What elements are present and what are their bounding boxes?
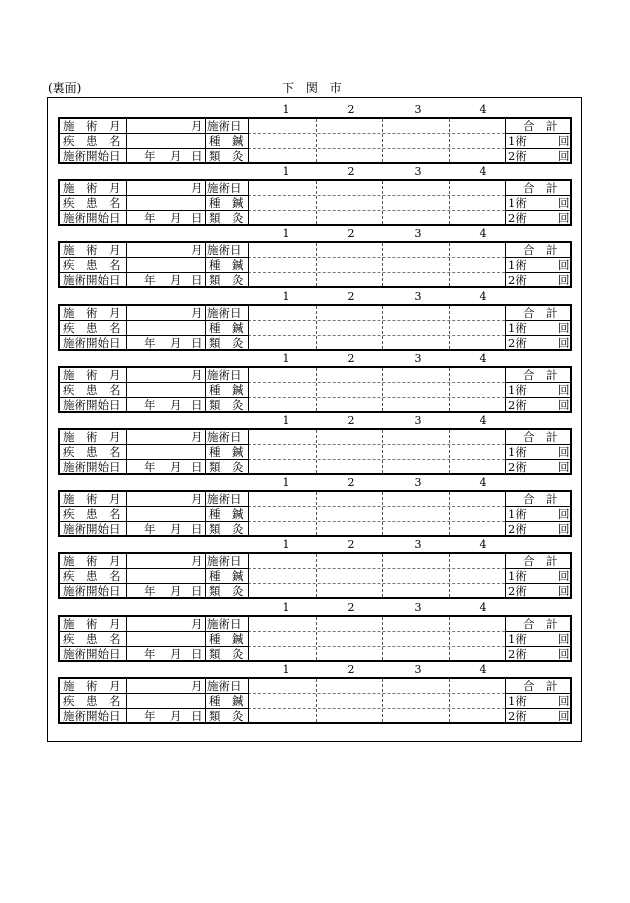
times-unit: 回 bbox=[558, 631, 570, 646]
times-unit: 回 bbox=[558, 273, 570, 288]
times-unit: 回 bbox=[558, 335, 570, 350]
column-number-row bbox=[58, 601, 572, 615]
two-technique-label: 2術 bbox=[508, 335, 527, 350]
one-technique-label: 1術 bbox=[508, 569, 527, 584]
start-year-unit: 年 bbox=[144, 646, 156, 661]
start-month-unit: 月 bbox=[170, 460, 182, 474]
start-month-unit: 月 bbox=[170, 149, 182, 163]
treatment-month-value[interactable] bbox=[130, 243, 190, 257]
column-number: 3 bbox=[414, 600, 422, 614]
start-day-unit: 日 bbox=[191, 273, 203, 288]
column-number-row bbox=[58, 663, 572, 677]
start-year-unit: 年 bbox=[144, 149, 156, 163]
column-number: 4 bbox=[479, 289, 487, 303]
times-unit: 回 bbox=[558, 584, 570, 599]
acupuncture-type-label: 種 鍼 bbox=[209, 258, 244, 273]
disease-name-label: 疾 患 名 bbox=[63, 569, 121, 584]
start-month-unit: 月 bbox=[170, 397, 182, 412]
month-unit: 月 bbox=[191, 181, 203, 196]
start-month-unit: 月 bbox=[170, 335, 182, 350]
column-number: 1 bbox=[282, 662, 290, 676]
start-year-unit: 年 bbox=[144, 397, 156, 412]
start-day-unit: 日 bbox=[191, 646, 203, 661]
times-unit: 回 bbox=[558, 708, 570, 723]
moxibustion-type-label: 類 灸 bbox=[209, 149, 244, 163]
treatment-month-label: 施 術 月 bbox=[63, 616, 121, 631]
start-year-unit: 年 bbox=[144, 460, 156, 474]
times-unit: 回 bbox=[558, 382, 570, 397]
disease-name-label: 疾 患 名 bbox=[63, 507, 121, 522]
column-number: 2 bbox=[347, 165, 355, 179]
total-label: 合 計 bbox=[523, 554, 558, 569]
times-unit: 回 bbox=[558, 445, 570, 459]
times-unit: 回 bbox=[558, 211, 570, 226]
column-number: 2 bbox=[347, 227, 355, 241]
moxibustion-type-label: 類 灸 bbox=[209, 460, 244, 474]
moxibustion-type-label: 類 灸 bbox=[209, 522, 244, 537]
record-form bbox=[58, 615, 572, 662]
total-label: 合 計 bbox=[523, 305, 558, 320]
treatment-month-label: 施 術 月 bbox=[63, 678, 121, 693]
two-technique-label: 2術 bbox=[508, 584, 527, 599]
moxibustion-type-label: 類 灸 bbox=[209, 646, 244, 661]
moxibustion-type-label: 類 灸 bbox=[209, 273, 244, 288]
disease-name-label: 疾 患 名 bbox=[63, 134, 121, 148]
treatment-month-label: 施 術 月 bbox=[63, 492, 121, 507]
record-form bbox=[58, 490, 572, 537]
acupuncture-type-label: 種 鍼 bbox=[209, 693, 244, 708]
treatment-month-label: 施 術 月 bbox=[63, 305, 121, 320]
disease-name-label: 疾 患 名 bbox=[63, 382, 121, 397]
treatment-month-value[interactable] bbox=[130, 617, 190, 631]
column-number: 4 bbox=[479, 414, 487, 427]
column-number: 4 bbox=[479, 351, 487, 365]
column-number: 2 bbox=[347, 476, 355, 490]
moxibustion-type-label: 類 灸 bbox=[209, 708, 244, 723]
times-unit: 回 bbox=[558, 134, 570, 148]
side-label: (裏面) bbox=[48, 81, 82, 95]
column-number: 3 bbox=[414, 662, 422, 676]
times-unit: 回 bbox=[558, 693, 570, 708]
start-day-unit: 日 bbox=[191, 460, 203, 474]
treatment-month-value[interactable] bbox=[130, 554, 190, 568]
total-label: 合 計 bbox=[523, 678, 558, 693]
column-number: 3 bbox=[414, 476, 422, 490]
acupuncture-type-label: 種 鍼 bbox=[209, 196, 244, 211]
acupuncture-type-label: 種 鍼 bbox=[209, 631, 244, 646]
treatment-day-label: 施術日 bbox=[207, 554, 242, 569]
start-year-unit: 年 bbox=[144, 522, 156, 537]
record-form bbox=[58, 677, 572, 724]
one-technique-label: 1術 bbox=[508, 320, 527, 335]
times-unit: 回 bbox=[558, 569, 570, 584]
column-number: 1 bbox=[282, 103, 290, 116]
column-number-row bbox=[58, 538, 572, 552]
city-title: 下 関 市 bbox=[282, 81, 346, 95]
moxibustion-type-label: 類 灸 bbox=[209, 584, 244, 599]
two-technique-label: 2術 bbox=[508, 273, 527, 288]
column-number: 2 bbox=[347, 351, 355, 365]
column-number: 1 bbox=[282, 476, 290, 490]
start-day-unit: 日 bbox=[191, 211, 203, 226]
start-day-unit: 日 bbox=[191, 397, 203, 412]
disease-name-label: 疾 患 名 bbox=[63, 445, 121, 459]
two-technique-label: 2術 bbox=[508, 149, 527, 163]
two-technique-label: 2術 bbox=[508, 397, 527, 412]
column-number: 3 bbox=[414, 351, 422, 365]
record-form bbox=[58, 552, 572, 599]
start-month-unit: 月 bbox=[170, 708, 182, 723]
treatment-month-value[interactable] bbox=[130, 306, 190, 320]
times-unit: 回 bbox=[558, 507, 570, 522]
one-technique-label: 1術 bbox=[508, 382, 527, 397]
column-number: 3 bbox=[414, 227, 422, 241]
disease-name-label: 疾 患 名 bbox=[63, 693, 121, 708]
start-month-unit: 月 bbox=[170, 273, 182, 288]
record-form bbox=[58, 428, 572, 475]
column-number: 4 bbox=[479, 103, 487, 116]
month-unit: 月 bbox=[191, 430, 203, 444]
times-unit: 回 bbox=[558, 522, 570, 537]
times-unit: 回 bbox=[558, 258, 570, 273]
month-unit: 月 bbox=[191, 554, 203, 569]
one-technique-label: 1術 bbox=[508, 693, 527, 708]
moxibustion-type-label: 類 灸 bbox=[209, 211, 244, 226]
month-unit: 月 bbox=[191, 119, 203, 133]
one-technique-label: 1術 bbox=[508, 134, 527, 148]
column-number: 4 bbox=[479, 538, 487, 552]
column-number-row bbox=[58, 476, 572, 490]
start-date-label: 施術開始日 bbox=[63, 211, 121, 226]
moxibustion-type-label: 類 灸 bbox=[209, 335, 244, 350]
times-unit: 回 bbox=[558, 196, 570, 211]
treatment-month-value[interactable] bbox=[130, 368, 190, 382]
record-form bbox=[58, 304, 572, 351]
column-number: 1 bbox=[282, 538, 290, 552]
treatment-month-value[interactable] bbox=[130, 492, 190, 506]
column-number: 2 bbox=[347, 600, 355, 614]
treatment-month-value[interactable] bbox=[130, 119, 190, 133]
acupuncture-type-label: 種 鍼 bbox=[209, 320, 244, 335]
treatment-month-label: 施 術 月 bbox=[63, 430, 121, 444]
disease-name-label: 疾 患 名 bbox=[63, 631, 121, 646]
start-year-unit: 年 bbox=[144, 708, 156, 723]
times-unit: 回 bbox=[558, 149, 570, 163]
treatment-day-label: 施術日 bbox=[207, 616, 242, 631]
disease-name-label: 疾 患 名 bbox=[63, 196, 121, 211]
one-technique-label: 1術 bbox=[508, 196, 527, 211]
acupuncture-type-label: 種 鍼 bbox=[209, 445, 244, 459]
treatment-day-label: 施術日 bbox=[207, 430, 242, 444]
start-month-unit: 月 bbox=[170, 522, 182, 537]
month-unit: 月 bbox=[191, 305, 203, 320]
record-form bbox=[58, 179, 572, 226]
column-number: 3 bbox=[414, 289, 422, 303]
month-unit: 月 bbox=[191, 678, 203, 693]
acupuncture-type-label: 種 鍼 bbox=[209, 507, 244, 522]
month-unit: 月 bbox=[191, 492, 203, 507]
acupuncture-type-label: 種 鍼 bbox=[209, 134, 244, 148]
column-number: 1 bbox=[282, 227, 290, 241]
acupuncture-type-label: 種 鍼 bbox=[209, 382, 244, 397]
column-number: 1 bbox=[282, 165, 290, 179]
treatment-day-label: 施術日 bbox=[207, 678, 242, 693]
start-day-unit: 日 bbox=[191, 335, 203, 350]
column-number-row bbox=[58, 290, 572, 304]
treatment-month-label: 施 術 月 bbox=[63, 181, 121, 196]
start-date-label: 施術開始日 bbox=[63, 522, 121, 537]
start-year-unit: 年 bbox=[144, 335, 156, 350]
column-number: 1 bbox=[282, 414, 290, 427]
column-number: 4 bbox=[479, 227, 487, 241]
start-year-unit: 年 bbox=[144, 584, 156, 599]
start-month-unit: 月 bbox=[170, 584, 182, 599]
column-number-row bbox=[58, 165, 572, 179]
start-date-label: 施術開始日 bbox=[63, 708, 121, 723]
column-number: 2 bbox=[347, 538, 355, 552]
one-technique-label: 1術 bbox=[508, 258, 527, 273]
total-label: 合 計 bbox=[523, 492, 558, 507]
column-number: 1 bbox=[282, 351, 290, 365]
column-number-row bbox=[58, 103, 572, 117]
column-number-row bbox=[58, 414, 572, 428]
treatment-month-value[interactable] bbox=[130, 181, 190, 195]
one-technique-label: 1術 bbox=[508, 507, 527, 522]
record-form bbox=[58, 117, 572, 164]
treatment-day-label: 施術日 bbox=[207, 119, 242, 133]
total-label: 合 計 bbox=[523, 181, 558, 196]
column-number: 2 bbox=[347, 414, 355, 427]
start-day-unit: 日 bbox=[191, 584, 203, 599]
treatment-month-label: 施 術 月 bbox=[63, 367, 121, 382]
disease-name-label: 疾 患 名 bbox=[63, 258, 121, 273]
times-unit: 回 bbox=[558, 646, 570, 661]
column-number: 4 bbox=[479, 600, 487, 614]
start-day-unit: 日 bbox=[191, 522, 203, 537]
treatment-day-label: 施術日 bbox=[207, 367, 242, 382]
column-number-row bbox=[58, 352, 572, 366]
times-unit: 回 bbox=[558, 397, 570, 412]
column-number: 3 bbox=[414, 414, 422, 427]
acupuncture-type-label: 種 鍼 bbox=[209, 569, 244, 584]
start-date-label: 施術開始日 bbox=[63, 646, 121, 661]
record-form bbox=[58, 366, 572, 413]
column-number: 4 bbox=[479, 476, 487, 490]
start-date-label: 施術開始日 bbox=[63, 584, 121, 599]
treatment-month-label: 施 術 月 bbox=[63, 119, 121, 133]
column-number: 2 bbox=[347, 289, 355, 303]
column-number: 1 bbox=[282, 289, 290, 303]
two-technique-label: 2術 bbox=[508, 522, 527, 537]
month-unit: 月 bbox=[191, 367, 203, 382]
treatment-day-label: 施術日 bbox=[207, 243, 242, 258]
column-number: 2 bbox=[347, 662, 355, 676]
start-month-unit: 月 bbox=[170, 211, 182, 226]
two-technique-label: 2術 bbox=[508, 211, 527, 226]
treatment-day-label: 施術日 bbox=[207, 181, 242, 196]
start-day-unit: 日 bbox=[191, 708, 203, 723]
total-label: 合 計 bbox=[523, 616, 558, 631]
treatment-month-value[interactable] bbox=[130, 430, 190, 444]
start-date-label: 施術開始日 bbox=[63, 397, 121, 412]
treatment-month-label: 施 術 月 bbox=[63, 554, 121, 569]
start-year-unit: 年 bbox=[144, 211, 156, 226]
column-number: 3 bbox=[414, 165, 422, 179]
start-year-unit: 年 bbox=[144, 273, 156, 288]
two-technique-label: 2術 bbox=[508, 646, 527, 661]
column-number: 3 bbox=[414, 103, 422, 116]
one-technique-label: 1術 bbox=[508, 445, 527, 459]
treatment-day-label: 施術日 bbox=[207, 305, 242, 320]
treatment-month-label: 施 術 月 bbox=[63, 243, 121, 258]
treatment-month-value[interactable] bbox=[130, 679, 190, 693]
two-technique-label: 2術 bbox=[508, 708, 527, 723]
column-number: 2 bbox=[347, 103, 355, 116]
total-label: 合 計 bbox=[523, 119, 558, 133]
start-day-unit: 日 bbox=[191, 149, 203, 163]
column-number: 3 bbox=[414, 538, 422, 552]
one-technique-label: 1術 bbox=[508, 631, 527, 646]
start-month-unit: 月 bbox=[170, 646, 182, 661]
month-unit: 月 bbox=[191, 243, 203, 258]
moxibustion-type-label: 類 灸 bbox=[209, 397, 244, 412]
total-label: 合 計 bbox=[523, 430, 558, 444]
column-number: 4 bbox=[479, 662, 487, 676]
column-number: 4 bbox=[479, 165, 487, 179]
two-technique-label: 2術 bbox=[508, 460, 527, 474]
start-date-label: 施術開始日 bbox=[63, 460, 121, 474]
times-unit: 回 bbox=[558, 460, 570, 474]
start-date-label: 施術開始日 bbox=[63, 273, 121, 288]
column-number: 1 bbox=[282, 600, 290, 614]
total-label: 合 計 bbox=[523, 243, 558, 258]
times-unit: 回 bbox=[558, 320, 570, 335]
column-number-row bbox=[58, 227, 572, 241]
start-date-label: 施術開始日 bbox=[63, 335, 121, 350]
disease-name-label: 疾 患 名 bbox=[63, 320, 121, 335]
treatment-day-label: 施術日 bbox=[207, 492, 242, 507]
month-unit: 月 bbox=[191, 616, 203, 631]
total-label: 合 計 bbox=[523, 367, 558, 382]
start-date-label: 施術開始日 bbox=[63, 149, 121, 163]
record-form bbox=[58, 241, 572, 288]
